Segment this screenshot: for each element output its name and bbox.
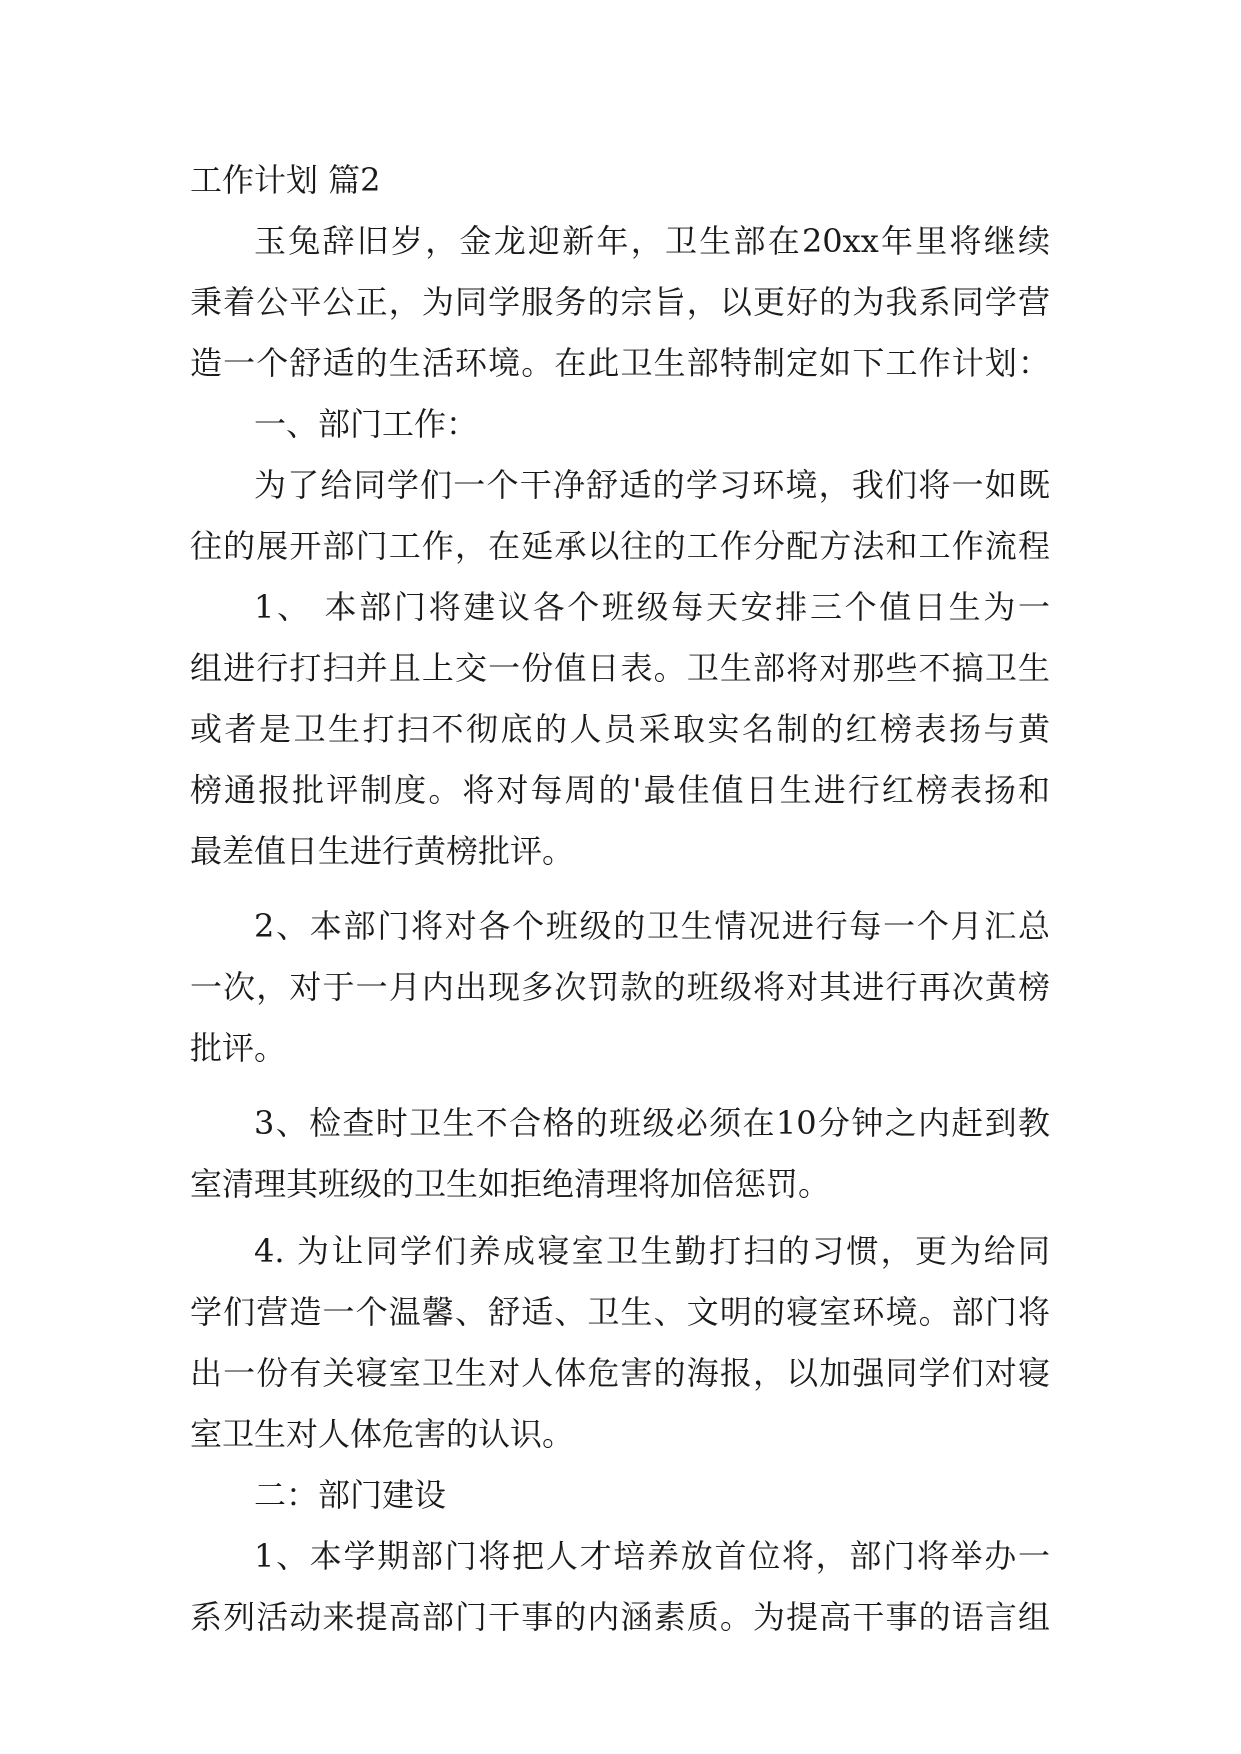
item-4-line: 出一份有关寝室卫生对人体危害的海报，以加强同学们对寝 xyxy=(190,1354,1050,1392)
item-1-line: 或者是卫生打扫不彻底的人员采取实名制的红榜表扬与黄 xyxy=(190,710,1050,748)
item-2-line: 一次，对于一月内出现多次罚款的班级将对其进行再次黄榜 xyxy=(190,968,1050,1006)
item-3-line: 3、检查时卫生不合格的班级必须在10分钟之内赶到教 xyxy=(254,1104,1050,1142)
intro-line: 造一个舒适的生活环境。在此卫生部特制定如下工作计划： xyxy=(190,344,1050,382)
intro-line: 秉着公平公正，为同学服务的宗旨，以更好的为我系同学营 xyxy=(190,283,1050,321)
document-page xyxy=(190,150,1050,1648)
item-1-line: 1、 本部门将建议各个班级每天安排三个值日生为一 xyxy=(254,588,1050,626)
intro-line: 玉兔辞旧岁，金龙迎新年，卫生部在20xx年里将继续 xyxy=(254,222,1050,260)
document-heading: 工作计划 篇2 xyxy=(190,161,381,199)
section-2-item-1-line: 1、本学期部门将把人才培养放首位将，部门将举办一 xyxy=(254,1537,1050,1575)
section-1-intro-line: 往的展开部门工作，在延承以往的工作分配方法和工作流程 xyxy=(190,527,1050,565)
section-2-item-1-line: 系列活动来提高部门干事的内涵素质。为提高干事的语言组 xyxy=(190,1598,1050,1636)
item-4-line: 4. 为让同学们养成寝室卫生勤打扫的习惯，更为给同 xyxy=(254,1232,1050,1270)
item-1-line: 组进行打扫并且上交一份值日表。卫生部将对那些不搞卫生 xyxy=(190,649,1050,687)
item-1-line: 榜通报批评制度。将对每周的'最佳值日生进行红榜表扬和 xyxy=(190,771,1050,809)
item-2-line: 2、本部门将对各个班级的卫生情况进行每一个月汇总 xyxy=(254,907,1050,945)
item-3-line: 室清理其班级的卫生如拒绝清理将加倍惩罚。 xyxy=(190,1165,831,1203)
section-2-title: 二：部门建设 xyxy=(254,1476,447,1514)
item-4-line: 学们营造一个温馨、舒适、卫生、文明的寝室环境。部门将 xyxy=(190,1293,1050,1331)
item-1-line: 最差值日生进行黄榜批评。 xyxy=(190,832,575,870)
section-1-intro-line: 为了给同学们一个干净舒适的学习环境，我们将一如既 xyxy=(254,466,1050,504)
item-2-line: 批评。 xyxy=(190,1029,287,1067)
item-4-line: 室卫生对人体危害的认识。 xyxy=(190,1415,575,1453)
section-1-title: 一、部门工作： xyxy=(254,405,479,443)
